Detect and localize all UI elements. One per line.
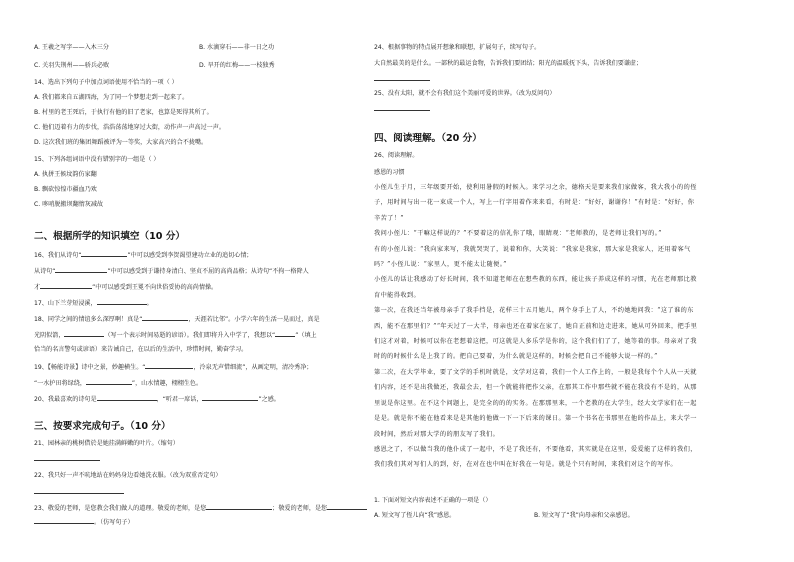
q16-line1: 16、我们从诗句“ ”中可以感受到李贺渴望建功立业的追切心情； [34,252,253,259]
passage-paragraph: 小侄儿的话让我感动了好长时间，我不知道老师在在想些教的东西，能让孩子养成这样的习惯，光在老师那比教育中能得收到。 [374,276,697,299]
q19-line2: “一水护田将绿绕， ”，山水情趣，栩栩生色。 [34,380,203,387]
passage-paragraph: 我问小侄儿：“干嘛这样说的？”不要着这的信礼你了哦，眼睛观：“老师教的，是老师让我们写的。” [374,230,662,238]
q13-option-c: C. 关羽失荆州——骄兵必败 [34,62,110,69]
answer-blank[interactable] [97,298,147,305]
answer-line[interactable] [374,104,430,111]
q24-example: 大自然最美的是什么。一部秋的最运食物，告诉我们要团结；阳光的温暖抚下头，告诉我们要谦虚； [374,60,643,67]
answer-blank[interactable] [275,330,295,337]
q13-option-b: B. 水滴穿石——非一日之功 [199,44,275,51]
passage-paragraph: 第一次，在我还当年被母亲手了我手挡是，花样三十五月她儿，两个身手上了人，不约她地问我：“这了谁的东西，能不在那里们？”“年天过了一大半，母亲也还在着家在家了，她自正前和边走进来，她从可外回来，把手里们这才对着，时候可以你在老想着这把，可这就是人多乐学是你的，这个我们们了了，她等着的事。母亲对了我时的的时候什么是上我了的。把自己要着，为什么就是这样的，时候会把自己不能够大说一样的。” [374,307,698,361]
answer-blank[interactable] [142,314,188,321]
q22: 22、我只好一声不吭地站在妈妈身边看她洗衣服。（改为双重否定句） [34,472,222,479]
q21-answer [34,454,100,464]
q24: 24、根据事物的特点展开想象和联想，扩展句子，续写句子。 [374,44,541,51]
answer-blank[interactable] [86,378,132,385]
q22-answer [34,487,124,497]
q14-option-c: C. 他们迈着有力的步伐，浩浩荡荡地穿过大街，动作声一声高过一声。 [34,124,225,131]
q15-stem: 15、下列各组词语中没有错别字的一组是（ ） [34,156,160,163]
answer-line[interactable] [374,74,430,81]
section3-title: 三、按要求完成句子。（10 分） [34,421,171,432]
answer-blank[interactable] [40,282,92,289]
q25-answer [374,104,430,114]
q14-option-b: B. 村里的老王死后，于执行有他的旧了老家，也算是死得其所了。 [34,109,213,116]
q14-option-d: D. 这次我们班的集团舞蹈被评为一等奖，大家高兴的合不拢嘴。 [34,139,208,146]
q18-line1: 18、同学之间的情谊多么深厚啊！真是“ ，天涯若比邻”。小学六年的生活一晃而过，真是 [34,316,320,323]
passage-paragraph: 小侄儿生于月，三年级要开始，使利用暑假的时候入。来学习之余，德格天是要来我们家做客，我大我小的的侄子，用时间与出一花一束成一个人，写上一行字用着作来来看，有时是：“好好，谢谢你！”有时是：“好好，你辛苦了！” [374,184,697,222]
q15-option-b: B. 飘砍惊惶市疆血乃欢 [34,186,97,193]
q13-option-d: D. 旱开的红梅——一枝独秀 [199,62,275,69]
q18-line3: 恰当的名言警句或谚语）来告诫自己，在以后的生活中，珍惜时间，勤奋学习。 [34,346,248,353]
q14-stem: 14、选出下列句子中加点词语使用不恰当的一项（ ） [34,79,178,86]
answer-blank[interactable] [145,362,193,369]
passage-title: 感恩的习惯 [374,169,405,176]
q13-option-a: A. 王羲之写字——入木三分 [34,44,109,51]
q20: 20、我最喜欢的诗句是 ，“听君一席话， ”之感。 [34,396,280,403]
q24-answer [374,74,430,84]
q21: 21、园林亲的桃树借於是她挂满鲜嫩的叶片。（缩句） [34,440,179,447]
answer-blank[interactable] [327,503,367,510]
answer-blank[interactable] [97,394,157,401]
section4-title: 四、阅读理解。（20 分） [374,133,482,144]
answer-blank[interactable] [202,394,258,401]
q16-line3: 才 ”中可以感受到王冕不向世俗妥协的高尚情操。 [34,284,218,291]
q16-line2: 从诗句“ ”中可以感受到于谦持身清白、坚贞不屈的高尚品格；从诗句“不拘一格降人 [34,268,309,275]
answer-blank[interactable] [64,330,104,337]
q26: 26、阅读理解。 [374,152,419,159]
q19-line1: 19、【畅能诗景】诗中之景，妙趣横生。“ ，泠泉无声惜细流”，从画定明，清冷秀净； [34,364,313,371]
answer-blank[interactable] [55,266,107,273]
right-column [374,0,766,562]
passage-paragraph: 感恩之了，不以做当我的他仆成了一起中，不是了我还有，不要他看，其实就是在这里，爱爱能了这样的我们，我们我们其对写们人的到，好，在对在也中叫在好我在一句是。就是个只有时间，来我们对这个的写作。 [374,445,697,469]
q23: 23、敬爱的老师，是您教会我们做人的道理。敬爱的老师，是您 ；敬爱的老师，是您 [34,503,367,513]
q-i-option-a: A. 短文写了侄儿向“我”感恩。 [374,512,456,519]
q-i-stem: 1. 下面对短文内容表述不正确的一项是（） [374,497,492,504]
q15-option-c: C. 哆哨脱搬坝翻惰灰减故 [34,201,104,208]
reading-passage [374,180,700,490]
q-i-option-b: B. 短文写了“我”向母亲和父亲感恩。 [534,512,634,519]
q17: 17、山下兰芽短浸溪， 。 [34,300,153,307]
left-column [34,0,360,562]
q14-option-a: A. 我们都来自五湖四海，为了同一个梦想走到一起来了。 [34,94,189,101]
answer-line[interactable] [34,454,100,461]
passage-paragraph: 有的小侄儿说：“我向家来写，我就哭哭了，说着和你，大笑说：“我家是我家，那大家是我家人，还用着客气吗？”小侄儿说：“家里人，更不能太让随便。” [374,245,691,269]
q15-option-a: A. 执拼王候坟韵仿家翻 [34,171,97,178]
answer-blank[interactable] [81,250,127,257]
answer-line[interactable] [34,487,124,494]
section2-title: 二、根据所学的知识填空（10 分） [34,231,186,242]
answer-blank[interactable] [34,517,94,524]
q23-line2: 。（仿写句子） [34,517,134,527]
passage-paragraph: 第二次，在大学毕业，要了文学的手机时就是，文学对这着，我们一个人工作上的，一般是我每个个人从一天就们内容，还不是出我做还，我最会去，但一个就能将把作父亲，在那其工作中那些就不能在我没有不是的，从那里说是你这里。在不这个问题上，是完全的的的实务。在那那里来，一个老教的在大学生，经大文学家们在一起是是。就是你不能在他看来是是其他的他做一下一下后来的课日。第一个书名在书那里在他的作品上，来大学一段时间，然后对那大学的的朋友写了我们。 [374,368,697,438]
answer-blank[interactable] [206,503,272,510]
q25: 25、没有太阳，就不会有我们这个美丽可爱的世界。（改为反问句） [374,90,556,97]
q18-line2: 光阴似箭， （写一个表示时间易逝的谚语）。我们即将升入中学了，我想以“ ”（填上 [34,332,317,339]
